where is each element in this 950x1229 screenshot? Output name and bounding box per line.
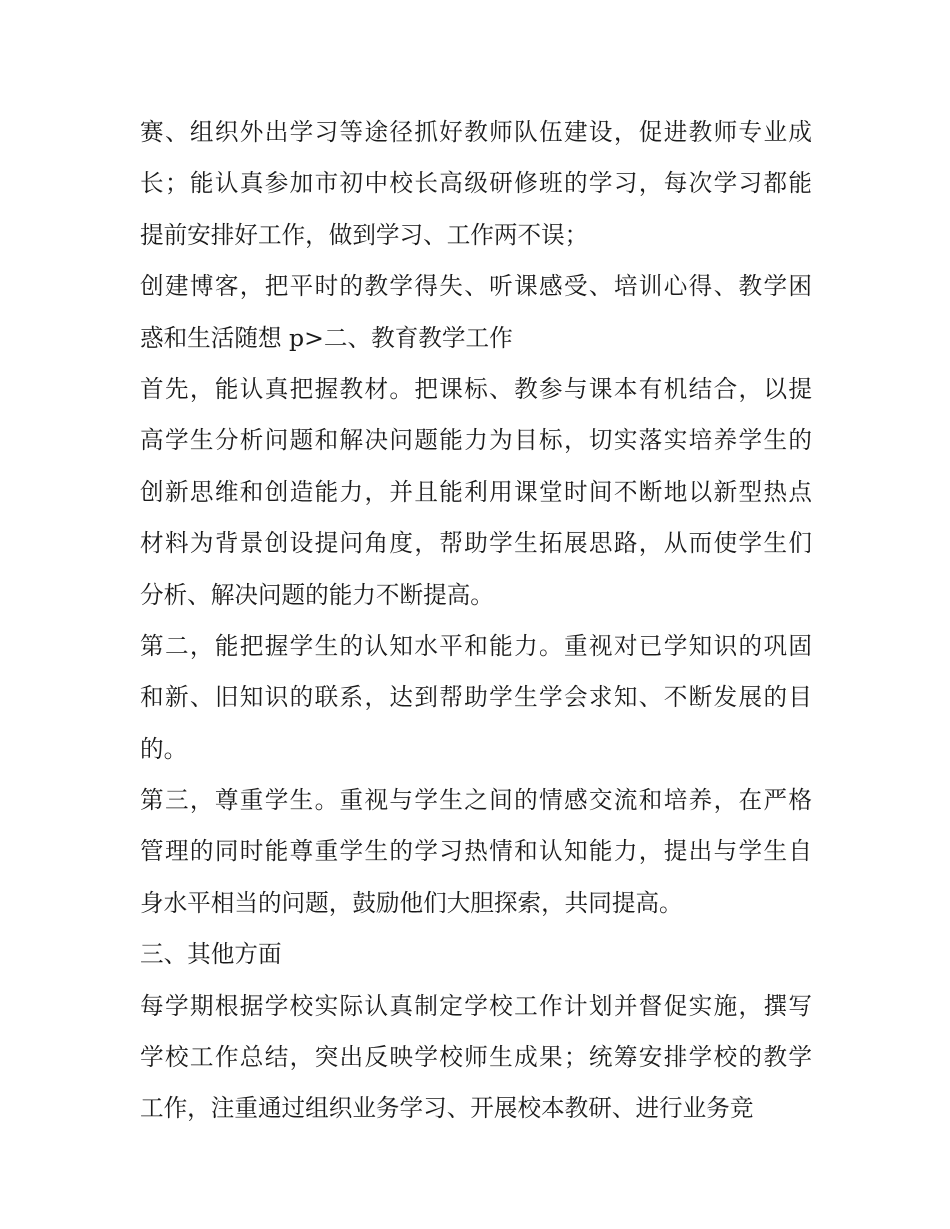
text-line: 第三，尊重学生。重视与学生之间的情感交流和培养，在严格: [140, 786, 812, 815]
text-line: 学校工作总结，突出反映学校师生成果；统筹安排学校的教学: [140, 1043, 812, 1072]
text-line: 工作，注重通过组织业务学习、开展校本教研、进行业务竞: [140, 1094, 754, 1123]
text-line: 第二，能把握学生的认知水平和能力。重视对已学知识的巩固: [140, 631, 812, 660]
text-line: 赛、组织外出学习等途径抓好教师队伍建设，促进教师专业成: [140, 118, 812, 146]
text-line: 创新思维和创造能力，并且能利用课堂时间不断地以新型热点: [140, 477, 812, 506]
text-line: 和新、旧知识的联系，达到帮助学生学会求知、不断发展的目: [140, 683, 812, 712]
text-line: 创建博客，把平时的教学得失、听课感受、培训心得、教学困: [140, 272, 812, 301]
text-line: 管理的同时能尊重学生的学习热情和认知能力，提出与学生自: [140, 837, 812, 866]
text-line: 惑和生活随想 p>二、教育教学工作: [140, 323, 513, 352]
section-heading: 三、其他方面: [140, 940, 282, 969]
text-line: 高学生分析问题和解决问题能力为目标，切实落实培养学生的: [140, 426, 812, 455]
text-line: 首先，能认真把握教材。把课标、教参与课本有机结合，以提: [140, 374, 812, 403]
text-line: 身水平相当的问题，鼓励他们大胆探索，共同提高。: [140, 888, 683, 917]
text-line: 的。: [140, 734, 188, 763]
text-line: 提前安排好工作，做到学习、工作两不误；: [140, 220, 589, 249]
text-line: 材料为背景创设提问角度，帮助学生拓展思路，从而使学生们: [140, 529, 812, 558]
text-line: 分析、解决问题的能力不断提高。: [140, 580, 494, 609]
document-body: [140, 107, 812, 1135]
text-line: 长；能认真参加市初中校长高级研修班的学习，每次学习都能: [140, 169, 812, 198]
text-line: 每学期根据学校实际认真制定学校工作计划并督促实施，撰写: [140, 991, 812, 1020]
